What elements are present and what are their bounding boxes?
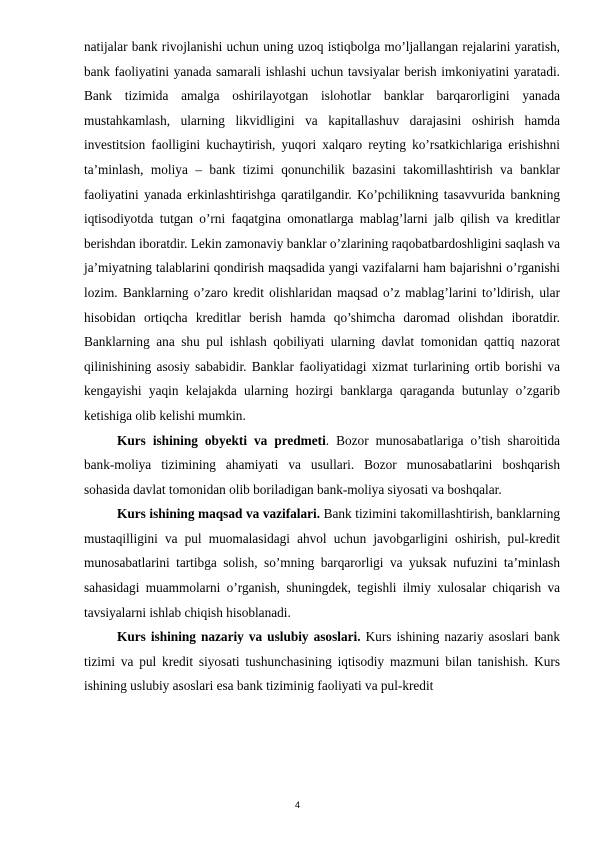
heading-theory-methods: Kurs ishining nazariy va uslubiy asoslari. <box>117 629 361 645</box>
paragraph-object-subject-text: . Bozor munosabatlariga o’tish sharoitida bank-moliya tizimining ahamiyati va usullari. Bozor munosabatlarini boshqarish sohasida davlat tomonidan olib boriladigan bank-moliya siyosati va boshqalar. <box>84 432 560 497</box>
page-number: 4 <box>294 800 300 810</box>
paragraph-intro <box>84 35 560 429</box>
paragraph-intro-text: natijalar bank rivojlanishi uchun uning uzoq istiqbolga mo’ljallangan rejalarini yaratish, bank faoliyatini yanada samarali ishlashi uchun tavsiyalar berish imkoniyatini yaratadi. Bank tizimida amalga oshirilayotgan islohotlar banklar barqarorligini yanada mustahkamlash, ularning likvidligini va kapitallashuv darajasini oshirish hamda investitsion faolligini kuchaytirish, yuqori xalqaro reyting ko’rsatkichlariga erishishni ta’minlash, moliya – bank tizimi qonunchilik bazasini takomillashtirish va banklar faoliyatini yanada erkinlashtirishga qaratilgandir. Ko’pchilikning tasavvurida bankning iqtisodiyotda tutgan o’rni faqatgina omonatlarga mablag’larni jalb qilish va kreditlar berishdan iboratdir. Lekin zamonaviy banklar o’zlarining raqobatbardoshligini saqlash va ja’miyatning talablarini qondirish maqsadida yangi vazifalarni ham bajarishni o’rganishi lozim. Banklarning o’zaro kredit olishlaridan maqsad o’z mablag’larini to’ldirish, ular hisobidan ortiqcha kreditlar berish hamda qo’shimcha daromad olishdan iboratdir. Banklarning ana shu pul ishlash qobiliyati ularning davlat tomonidan qattiq nazorat qilinishining asosiy sababidir. Banklar faoliyatidagi xizmat turlarining ortib borishi va kengayishi yaqin kelajakda ularning hozirgi banklarga qaraganda butunlay o’zgarib ketishiga olib kelishi mumkin. <box>84 39 560 423</box>
paragraph-object-subject <box>84 429 560 503</box>
heading-object-subject: Kurs ishining obyekti va predmeti <box>117 432 326 448</box>
paragraph-theory-methods-text: Kurs ishining nazariy asoslari bank tizimi va pul kredit siyosati tushunchasining iqtisodiy mazmuni bilan tanishish. Kurs ishining uslubiy asoslari esa bank tiziminig faoliyati va pul-kredit <box>84 629 561 694</box>
heading-goals-tasks: Kurs ishining maqsad va vazifalari. <box>117 506 321 522</box>
paragraph-goals-tasks <box>84 502 560 625</box>
paragraph-goals-tasks-text: Bank tizimini takomillashtirish, banklarning mustaqilligini va pul muomalasidagi ahvol uchun javobgarligini oshirish, pul-kredit munosabatlarini tartibga solish, so’mning barqarorligi va yuksak nufuzini ta’minlash sahasidagi muammolarni o’rganish, shuningdek, tegishli ilmiy xulosalar chiqarish va tavsiyalarni ishlab chiqish hisoblanadi. <box>84 506 560 620</box>
document-page <box>84 35 560 699</box>
paragraph-theory-methods <box>84 625 560 699</box>
